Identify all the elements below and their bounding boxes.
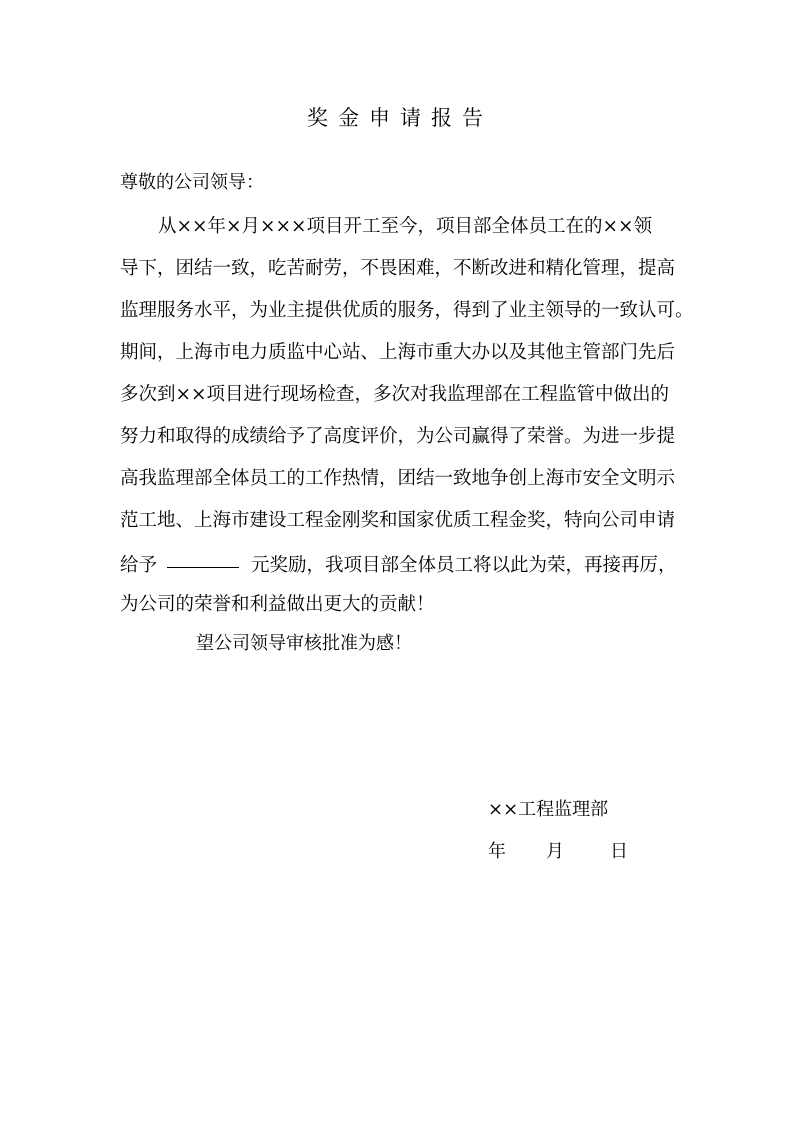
amount-prefix: 给予 [120, 555, 158, 576]
amount-blank[interactable] [167, 547, 239, 568]
date-year-label: 年 [488, 841, 506, 862]
paragraph-final-line: 为公司的荣誉和利益做出更大的贡献！ [120, 594, 435, 615]
paragraph-line: 多次到××项目进行现场检查，多次对我监理部在工程监管中做出的 [120, 384, 670, 405]
paragraph-line: 从××年×月×××项目开工至今，项目部全体员工在的××领 [158, 216, 653, 237]
closing-remark: 望公司领导审核批准为感！ [196, 633, 412, 654]
date-month-label: 月 [546, 841, 564, 862]
paragraph-line: 期间，上海市电力质监中心站、上海市重大办以及其他主管部门先后 [120, 342, 676, 363]
date-line [488, 839, 628, 865]
date-day-label: 日 [610, 841, 628, 862]
paragraph-line: 努力和取得的成绩给予了高度评价，为公司赢得了荣誉。为进一步提 [120, 426, 676, 447]
signature-department: ××工程监理部 [488, 799, 609, 820]
amount-line [120, 550, 677, 579]
document-title: 奖金申请报告 [307, 106, 493, 130]
salutation: 尊敬的公司领导： [120, 172, 264, 193]
paragraph-line: 监理服务水平，为业主提供优质的服务，得到了业主领导的一致认可。 [120, 300, 694, 321]
amount-suffix: 元奖励，我项目部全体员工将以此为荣，再接再厉， [251, 555, 677, 576]
paragraph-line: 导下，团结一致，吃苦耐劳，不畏困难，不断改进和精化管理，提高 [120, 258, 676, 279]
paragraph-line: 高我监理部全体员工的工作热情，团结一致地争创上海市安全文明示 [120, 468, 676, 489]
paragraph-line: 范工地、上海市建设工程金刚奖和国家优质工程金奖，特向公司申请 [120, 510, 676, 531]
